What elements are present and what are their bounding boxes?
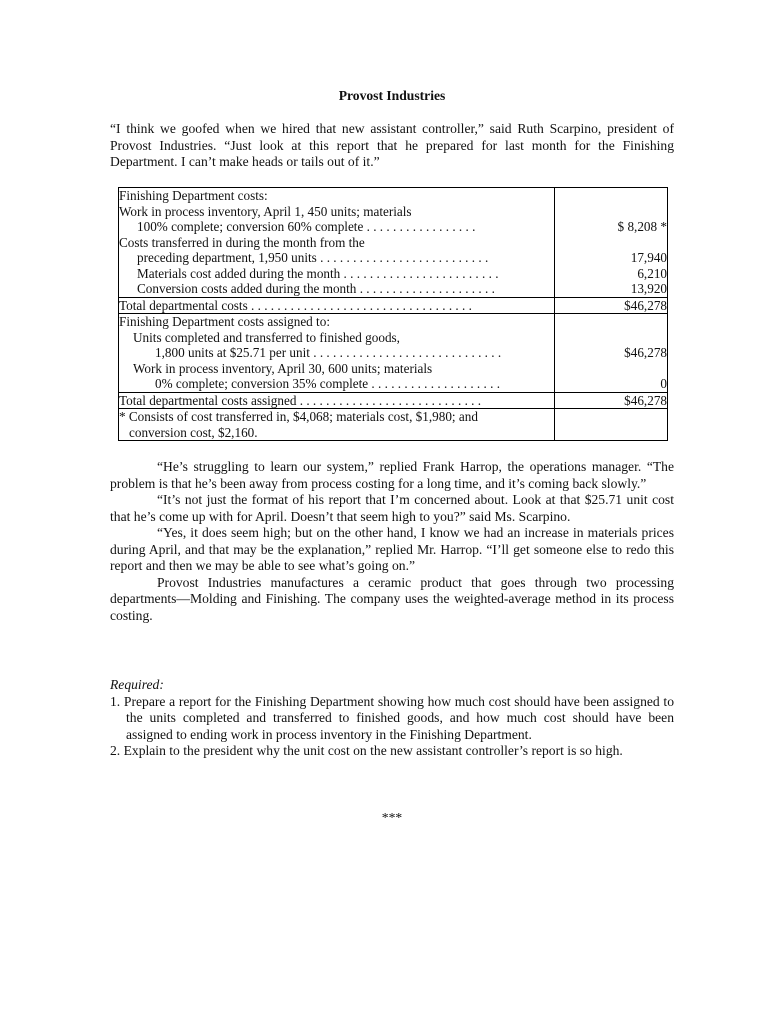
costs-description-cell xyxy=(119,188,555,298)
transferred-amount: 17,940 xyxy=(630,250,667,265)
conversion-amount: 13,920 xyxy=(630,281,667,296)
wip-end-line1: Work in process inventory, April 30, 600 units; materials xyxy=(133,360,433,376)
completed-line2: 1,800 units at $25.71 per unit . . . . . . . . . . . . . . . . . . . . . . . . . . . . . xyxy=(155,345,502,360)
required-list xyxy=(110,694,674,760)
materials-line: Materials cost added during the month . . . . . . . . . . . . . . . . . . . . . . . . xyxy=(137,265,499,281)
body-paragraph: “He’s struggling to learn our system,” replied Frank Harrop, the operations manager. “The problem is that he’s been away from process costing for a long time, and it’s coming back slowly.” xyxy=(110,459,674,491)
report-assigned-section xyxy=(119,314,668,393)
end-mark: *** xyxy=(381,810,403,825)
costs-heading: Finishing Department costs: xyxy=(119,188,268,203)
total-costs-label: Total departmental costs . . . . . . . . . . . . . . . . . . . . . . . . . . . . . . . . . . xyxy=(119,297,472,313)
footnote-line1: * Consists of cost transferred in, $4,068; materials cost, $1,980; and xyxy=(119,409,478,424)
wip-begin-line1: Work in process inventory, April 1, 450 units; materials xyxy=(119,203,412,219)
materials-amount: 6,210 xyxy=(637,265,667,281)
report-footnote-row xyxy=(119,409,668,441)
costs-amount-cell xyxy=(555,188,668,298)
body-paragraph: “Yes, it does seem high; but on the other hand, I know we had an increase in materials prices during April, and that may be the explanation,” replied Mr. Harrop. “I’ll get someone else to redo this report and then we may be able to see what’s going on.” xyxy=(110,525,674,573)
dialogue-section xyxy=(110,459,674,624)
total-assigned-amount: $46,278 xyxy=(624,392,667,408)
conversion-line: Conversion costs added during the month . . . . . . . . . . . . . . . . . . . . . xyxy=(137,281,495,296)
transferred-line1: Costs transferred in during the month from the xyxy=(119,234,365,250)
transferred-line2: preceding department, 1,950 units . . . . . . . . . . . . . . . . . . . . . . . . . . xyxy=(137,250,489,265)
assigned-amount-cell xyxy=(555,314,668,393)
required-section xyxy=(110,677,674,760)
report-total-assigned-row xyxy=(119,392,668,409)
wip-end-amount: 0 xyxy=(660,376,667,391)
required-label: Required: xyxy=(110,677,164,692)
wip-begin-amount: $ 8,208 * xyxy=(617,219,667,234)
assigned-description-cell xyxy=(119,314,555,393)
completed-amount: $46,278 xyxy=(624,345,667,360)
report-costs-section xyxy=(119,188,668,298)
body-paragraph: Provost Industries manufactures a ceramic product that goes through two processing departments—Molding and Finishing. The company uses the weighted-average method in its process costing. xyxy=(110,574,674,623)
body-paragraph: “It’s not just the format of his report that I’m concerned about. Look at that $25.71 unit cost that he’s come up with for April. Doesn’t that seem high to you?” said Ms. Scarpino. xyxy=(110,492,674,524)
cost-report-table xyxy=(118,187,668,441)
wip-begin-line2: 100% complete; conversion 60% complete . . . . . . . . . . . . . . . . . xyxy=(137,219,476,234)
intro-paragraph: “I think we goofed when we hired that new assistant controller,” said Ruth Scarpino, president of Provost Industries. “Just look at this report that he prepared for last month for the Finishing Department. I can’t make heads or tails out of it.” xyxy=(110,121,674,169)
report-total-costs-row xyxy=(119,297,668,314)
wip-end-line2: 0% complete; conversion 35% complete . . . . . . . . . . . . . . . . . . . . xyxy=(155,376,501,391)
footnote-line2: conversion cost, $2,160. xyxy=(129,424,258,440)
total-assigned-label: Total departmental costs assigned . . . . . . . . . . . . . . . . . . . . . . . . . . . . xyxy=(119,392,482,408)
required-item: 1. Prepare a report for the Finishing Department showing how much cost should have been assigned to the units completed and transferred to finished goods, and how much cost should have been assigned to ending work in process inventory in the Finishing Department. xyxy=(110,693,674,742)
document-title: Provost Industries xyxy=(338,88,446,103)
required-item: 2. Explain to the president why the unit cost on the new assistant controller’s report is so high. xyxy=(110,743,623,758)
total-costs-amount: $46,278 xyxy=(624,297,667,313)
assigned-heading: Finishing Department costs assigned to: xyxy=(119,314,330,329)
completed-line1: Units completed and transferred to finished goods, xyxy=(133,329,400,345)
